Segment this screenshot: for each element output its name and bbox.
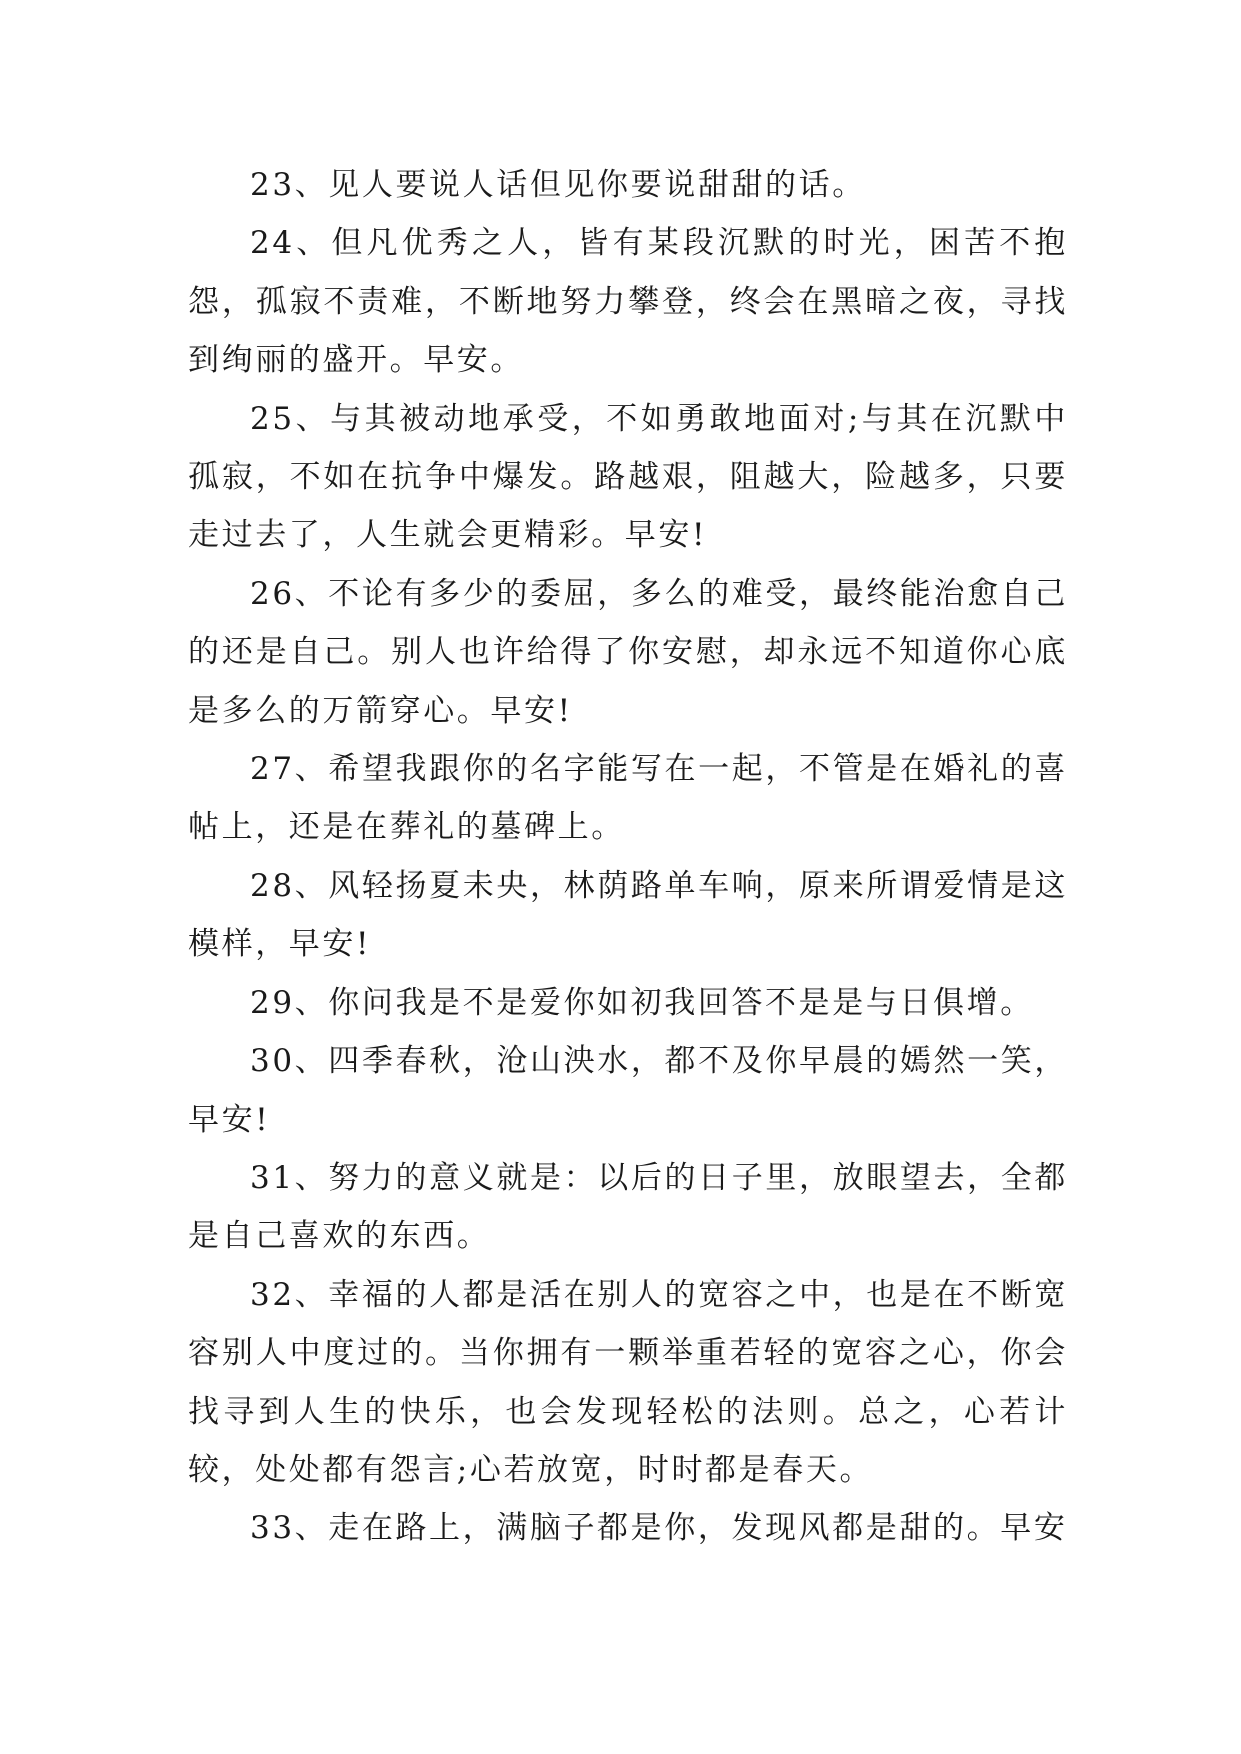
paragraph-28: 28、风轻扬夏未央，林荫路单车响，原来所谓爱情是这模样，早安!	[188, 867, 1068, 963]
paragraph-32: 32、幸福的人都是活在别人的宽容之中，也是在不断宽容别人中度过的。当你拥有一颗举重若轻的宽容之心，你会找寻到人生的快乐，也会发现轻松的法则。总之，心若计较，处处都有怨言;心若放宽，时时都是春天。	[188, 1276, 1068, 1488]
paragraph-25: 25、与其被动地承受，不如勇敢地面对;与其在沉默中孤寂，不如在抗争中爆发。路越艰，阻越大，险越多，只要走过去了，人生就会更精彩。早安!	[188, 400, 1068, 554]
paragraph-23: 23、见人要说人话但见你要说甜甜的话。	[250, 167, 866, 203]
paragraph-31: 31、努力的意义就是：以后的日子里，放眼望去，全都是自己喜欢的东西。	[188, 1159, 1068, 1255]
paragraph-26: 26、不论有多少的委屈，多么的难受，最终能治愈自己的还是自己。别人也许给得了你安慰，却永远不知道你心底是多么的万箭穿心。早安!	[188, 575, 1068, 729]
paragraph-24: 24、但凡优秀之人，皆有某段沉默的时光，困苦不抱怨，孤寂不责难，不断地努力攀登，终会在黑暗之夜，寻找到绚丽的盛开。早安。	[188, 225, 1068, 379]
paragraph-29: 29、你问我是不是爱你如初我回答不是是与日俱增。	[250, 984, 1034, 1021]
paragraph-30: 30、四季春秋，沧山泱水，都不及你早晨的嫣然一笑，早安!	[188, 1043, 1068, 1138]
paragraph-33: 33、走在路上，满脑子都是你，发现风都是甜的。早安	[250, 1510, 1068, 1547]
paragraph-27: 27、希望我跟你的名字能写在一起，不管是在婚礼的喜帖上，还是在葬礼的墓碑上。	[188, 751, 1068, 846]
document-page	[188, 156, 1068, 1558]
